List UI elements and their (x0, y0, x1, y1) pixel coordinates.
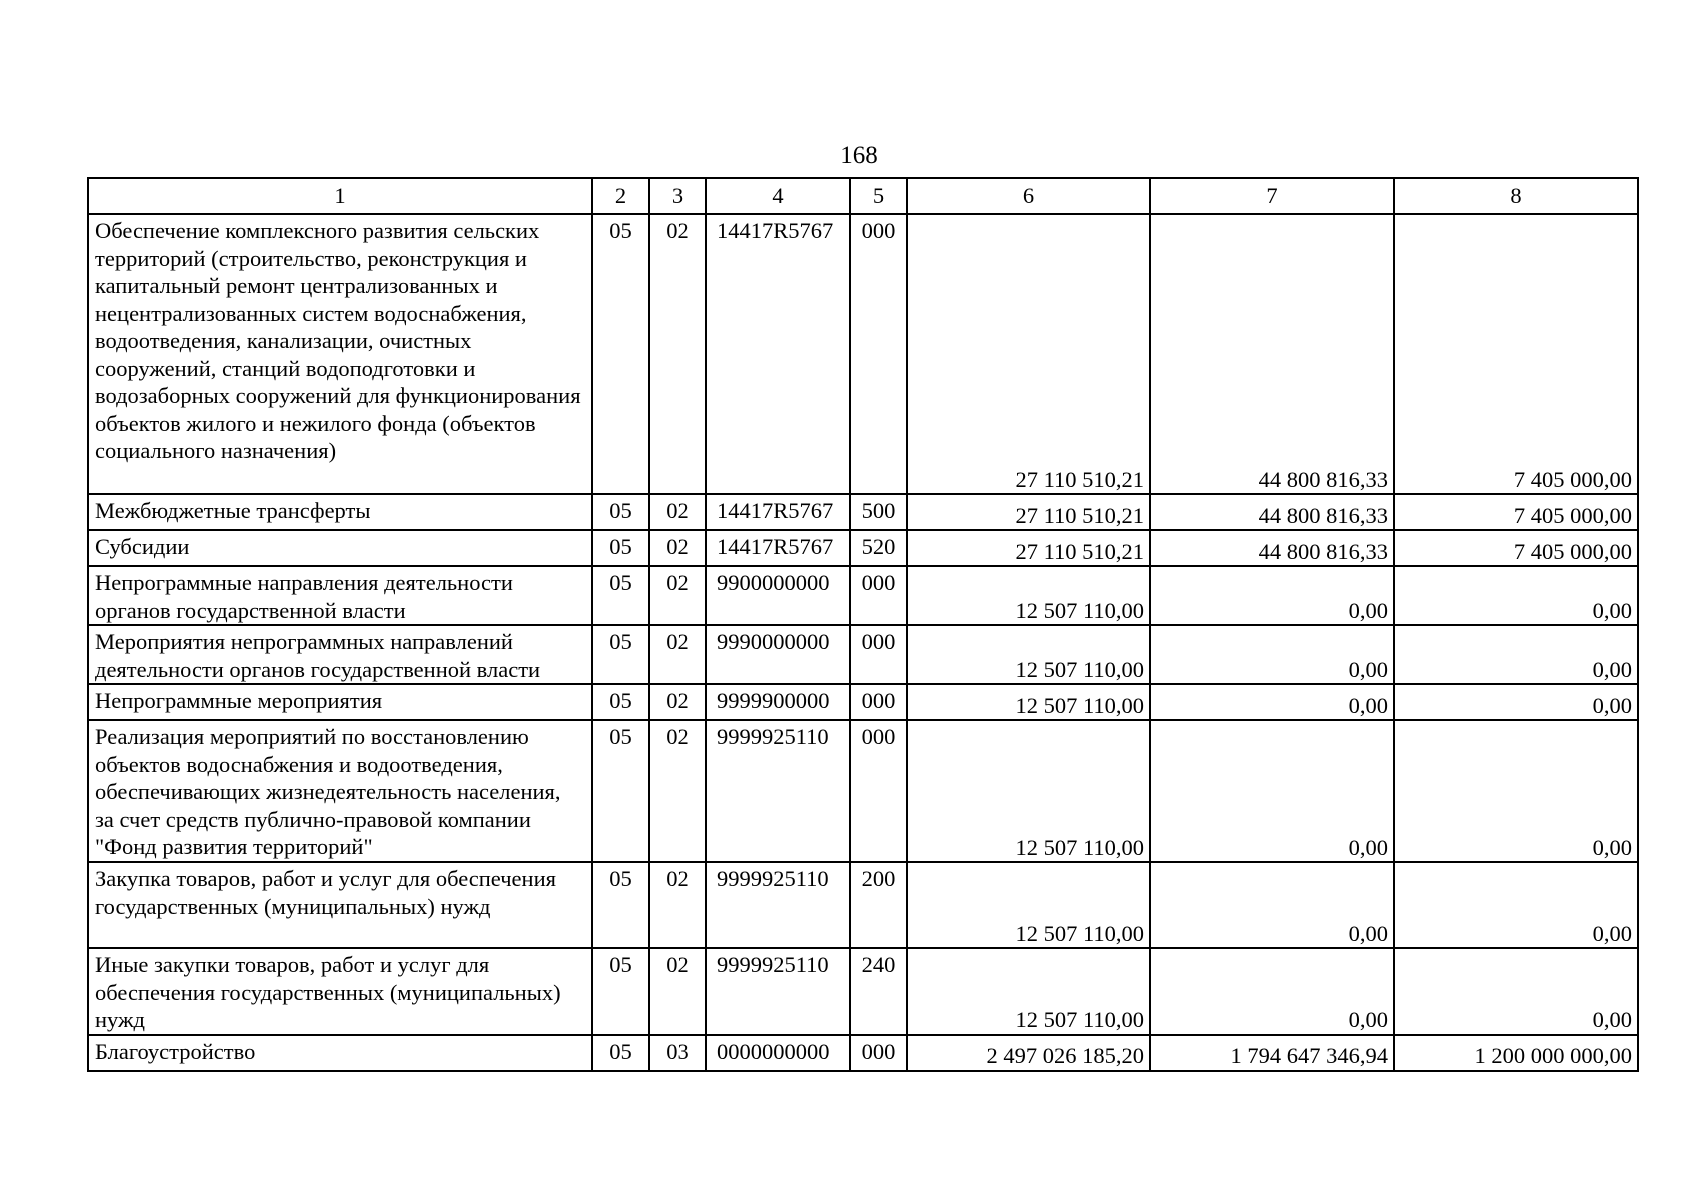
header-cell: 1 (88, 178, 592, 214)
expense-type-code: 000 (850, 720, 907, 862)
amount-col6: 27 110 510,21 (907, 214, 1150, 494)
header-cell: 7 (1150, 178, 1394, 214)
header-cell: 3 (649, 178, 706, 214)
subsection-code: 02 (649, 948, 706, 1035)
table-row (88, 684, 1638, 720)
amount-col6: 12 507 110,00 (907, 948, 1150, 1035)
section-code: 05 (592, 625, 649, 684)
target-article-code: 9900000000 (706, 566, 850, 625)
amount-col7: 0,00 (1150, 862, 1394, 948)
row-name: Иные закупки товаров, работ и услуг для обеспечения государственных (муниципальных) нужд (88, 948, 592, 1035)
target-article-code: 9999925110 (706, 948, 850, 1035)
subsection-code: 02 (649, 530, 706, 566)
header-cell: 2 (592, 178, 649, 214)
expense-type-code: 200 (850, 862, 907, 948)
amount-col8: 0,00 (1394, 625, 1638, 684)
section-code: 05 (592, 214, 649, 494)
row-name: Непрограммные мероприятия (88, 684, 592, 720)
amount-col7: 0,00 (1150, 566, 1394, 625)
expense-type-code: 240 (850, 948, 907, 1035)
amount-col6: 12 507 110,00 (907, 720, 1150, 862)
subsection-code: 02 (649, 684, 706, 720)
target-article-code: 14417R5767 (706, 530, 850, 566)
section-code: 05 (592, 530, 649, 566)
row-name: Благоустройство (88, 1035, 592, 1071)
section-code: 05 (592, 862, 649, 948)
target-article-code: 9999925110 (706, 862, 850, 948)
header-cell: 5 (850, 178, 907, 214)
amount-col7: 0,00 (1150, 684, 1394, 720)
target-article-code: 9999900000 (706, 684, 850, 720)
amount-col6: 2 497 026 185,20 (907, 1035, 1150, 1071)
row-name: Непрограммные направления деятельности органов государственной власти (88, 566, 592, 625)
row-name: Закупка товаров, работ и услуг для обеспечения государственных (муниципальных) нужд (88, 862, 592, 948)
amount-col8: 0,00 (1394, 720, 1638, 862)
target-article-code: 14417R5767 (706, 494, 850, 530)
amount-col6: 12 507 110,00 (907, 862, 1150, 948)
subsection-code: 02 (649, 214, 706, 494)
table-row (88, 214, 1638, 494)
expense-type-code: 000 (850, 214, 907, 494)
expense-type-code: 000 (850, 1035, 907, 1071)
page-number: 168 (840, 142, 878, 169)
target-article-code: 0000000000 (706, 1035, 850, 1071)
amount-col8: 7 405 000,00 (1394, 530, 1638, 566)
amount-col8: 0,00 (1394, 948, 1638, 1035)
section-code: 05 (592, 948, 649, 1035)
table-row (88, 625, 1638, 684)
row-name: Обеспечение комплексного развития сельских территорий (строительство, реконструкция и капитальный ремонт централизованных и нецентрализованных систем водоснабжения, водоотведения, канализации, очистных сооружений, станций водоподготовки и водозаборных сооружений для функционирования объектов жилого и нежилого фонда (объектов социального назначения) (88, 214, 592, 494)
amount-col7: 44 800 816,33 (1150, 214, 1394, 494)
amount-col7: 44 800 816,33 (1150, 530, 1394, 566)
subsection-code: 03 (649, 1035, 706, 1071)
amount-col8: 0,00 (1394, 862, 1638, 948)
amount-col6: 12 507 110,00 (907, 566, 1150, 625)
section-code: 05 (592, 1035, 649, 1071)
header-cell: 8 (1394, 178, 1638, 214)
subsection-code: 02 (649, 625, 706, 684)
amount-col7: 0,00 (1150, 720, 1394, 862)
table-row (88, 494, 1638, 530)
expense-type-code: 000 (850, 684, 907, 720)
expense-type-code: 500 (850, 494, 907, 530)
table-row (88, 530, 1638, 566)
row-name: Субсидии (88, 530, 592, 566)
amount-col7: 0,00 (1150, 625, 1394, 684)
amount-col8: 0,00 (1394, 684, 1638, 720)
target-article-code: 9999925110 (706, 720, 850, 862)
amount-col8: 7 405 000,00 (1394, 214, 1638, 494)
header-row (88, 178, 1638, 214)
header-cell: 4 (706, 178, 850, 214)
target-article-code: 14417R5767 (706, 214, 850, 494)
table-row (88, 1035, 1638, 1071)
subsection-code: 02 (649, 720, 706, 862)
amount-col7: 0,00 (1150, 948, 1394, 1035)
subsection-code: 02 (649, 566, 706, 625)
amount-col7: 1 794 647 346,94 (1150, 1035, 1394, 1071)
section-code: 05 (592, 566, 649, 625)
section-code: 05 (592, 720, 649, 862)
budget-table (87, 177, 1639, 1072)
row-name: Межбюджетные трансферты (88, 494, 592, 530)
subsection-code: 02 (649, 494, 706, 530)
amount-col6: 27 110 510,21 (907, 530, 1150, 566)
amount-col8: 7 405 000,00 (1394, 494, 1638, 530)
table-row (88, 862, 1638, 948)
target-article-code: 9990000000 (706, 625, 850, 684)
expense-type-code: 000 (850, 625, 907, 684)
section-code: 05 (592, 684, 649, 720)
table-row (88, 720, 1638, 862)
amount-col8: 0,00 (1394, 566, 1638, 625)
amount-col7: 44 800 816,33 (1150, 494, 1394, 530)
amount-col6: 27 110 510,21 (907, 494, 1150, 530)
expense-type-code: 520 (850, 530, 907, 566)
expense-type-code: 000 (850, 566, 907, 625)
row-name: Мероприятия непрограммных направлений деятельности органов государственной власти (88, 625, 592, 684)
table-row (88, 948, 1638, 1035)
section-code: 05 (592, 494, 649, 530)
amount-col6: 12 507 110,00 (907, 684, 1150, 720)
table-row (88, 566, 1638, 625)
row-name: Реализация мероприятий по восстановлению объектов водоснабжения и водоотведения, обеспечивающих жизнедеятельность населения, за счет средств публично-правовой компании "Фонд развития территорий" (88, 720, 592, 862)
amount-col6: 12 507 110,00 (907, 625, 1150, 684)
header-cell: 6 (907, 178, 1150, 214)
amount-col8: 1 200 000 000,00 (1394, 1035, 1638, 1071)
subsection-code: 02 (649, 862, 706, 948)
